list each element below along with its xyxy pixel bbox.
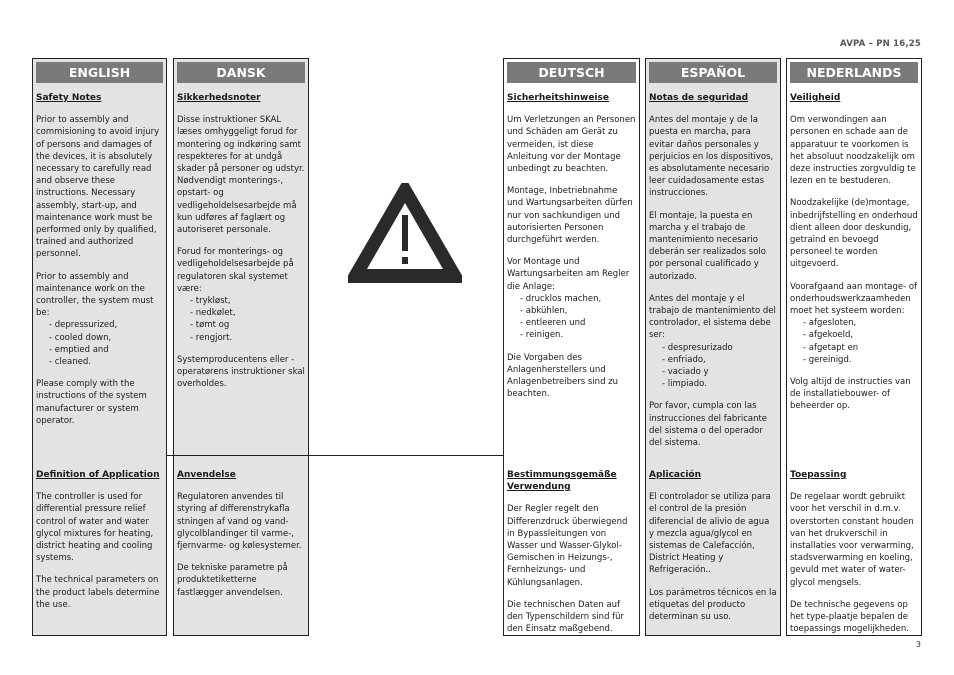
list-item: - afgekoeld, <box>803 329 918 341</box>
application-title: Bestimmungsgemäße Verwendung <box>507 470 617 493</box>
safety-section <box>790 92 918 423</box>
safety-title: Sicherheitshinweise <box>507 93 609 103</box>
application-section <box>649 469 777 633</box>
safety-paragraph: Prior to assembly and maintenance work on the controller, the system must be: <box>36 271 154 319</box>
application-paragraph: The controller is used for differential pressure relief control of water and water glycol mixtures for heating, district heating and cooling systems. <box>36 492 154 564</box>
safety-paragraph: Por favor, cumpla con las instrucciones del fabricante del sistema o del operador del sistema. <box>649 401 768 449</box>
list-item: - emptied and <box>49 344 163 356</box>
application-section <box>507 469 636 645</box>
list-item: - entleeren und <box>520 317 636 329</box>
safety-paragraph: El montaje, la puesta en marcha y el trabajo de mantenimiento necesario deberán ser realizados solo por personal cualificado y autorizado. <box>649 210 766 282</box>
safety-paragraph: Om verwondingen aan personen en schade aan de apparatuur te voorkomen is het absoluut noodzakelijk om deze instructies zorgvuldig te lezen en te bestuderen. <box>790 115 916 187</box>
safety-title: Veiligheid <box>790 93 841 103</box>
safety-paragraph: Prior to assembly and commisioning to avoid injury of persons and damages of the devices, it is absolutely necessary to carefully read and observe these instructions. Necessary assembly, start-up, and maintenance work must be performed only by qualified, trained and authorized personnel. <box>36 115 160 260</box>
list-item: - drucklos machen, <box>520 293 636 305</box>
list-item: - afgetapt en <box>803 342 918 354</box>
application-section <box>177 469 305 609</box>
language-header: NEDERLANDS <box>790 62 918 83</box>
safety-paragraph: Um Verletzungen an Personen und Schäden am Gerät zu vermeiden, ist diese Anleitung vor der Montage unbedingt zu beachten. <box>507 115 636 175</box>
column-deutsch <box>503 58 640 636</box>
list-item: - reinigen. <box>520 329 636 341</box>
column-english <box>32 58 167 636</box>
list-item: - depressurized, <box>49 319 163 331</box>
language-header: ESPAÑOL <box>649 62 777 83</box>
list-item: - nedkølet, <box>190 307 305 319</box>
safety-paragraph: Forud for monterings- og vedligeholdelsesarbejde på regulatoren skal systemet være: <box>177 247 294 294</box>
safety-paragraph: Die Vorgaben des Anlagenherstellers und Anlagenbetreibers sind zu beachten. <box>507 352 619 400</box>
application-paragraph: De regelaar wordt gebruikt voor het verschil in d.m.v. overstorten constant houden van het drukverschil in installaties voor verwarming, stadsverwarming en koeling, gevuld met water of water-glycol mengsels. <box>790 492 914 588</box>
safety-paragraph: Voorafgaand aan montage- of onderhoudswerkzaamheden moet het systeem worden: <box>790 281 918 317</box>
safety-paragraph: Disse instruktioner SKAL læses omhyggeligt forud for montering og indkøring samt respekteres for at undgå skader på personer og udstyr. Nødvendigt monterings-, opstart- og vedligeholdelsesarbejde må kun udføres af faglært og autoriseret personale. <box>177 115 305 236</box>
safety-title: Notas de seguridad <box>649 93 749 103</box>
application-paragraph: De technische gegevens op het type-plaatje bepalen de toepassings mogelijkheden. <box>790 599 909 635</box>
column-dansk <box>173 58 309 636</box>
column-nederlands <box>786 58 922 636</box>
list-item: - cleaned. <box>49 356 163 368</box>
application-paragraph: Der Regler regelt den Differenzdruck überwiegend in Bypassleitungen von Wasser und Wasser-Glykol-Gemischen in Heizungs-, Fernheizungs- und Kühlungsanlagen. <box>507 504 628 588</box>
list-item: - despresurizado <box>662 342 777 354</box>
application-title: Definition of Application <box>36 470 160 480</box>
column-espanol <box>645 58 781 636</box>
safety-paragraph: Antes del montaje y de la puesta en marcha, para evitar daños personales y perjuicios en los dispositivos, es absolutamente necesario leer cuidadosamente estas instrucciones. <box>649 115 774 199</box>
safety-paragraph: Noodzakelijke (de)montage, inbedrijfstelling en onderhoud dient alleen door deskundig, getraind en bevoegd personeel te worden uitgevoerd. <box>790 198 918 270</box>
list-item: - gereinigd. <box>803 354 918 366</box>
application-paragraph: Regulatoren anvendes til styring af differenstrykafla stningen af vand og vand-glycolblandinger til varme-, fjernvarme- og kølesystemer. <box>177 492 302 552</box>
safety-title: Sikkerhedsnoter <box>177 93 261 103</box>
safety-paragraph: Antes del montaje y el trabajo de mantenimiento del controlador, el sistema debe ser: <box>649 293 776 341</box>
application-title: Toepassing <box>790 470 847 480</box>
application-section <box>36 469 163 621</box>
safety-paragraph: Montage, Inbetriebnahme und Wartungsarbeiten dürfen nur von sachkundigen und autorisierten Personen durchgeführt werden. <box>507 186 633 246</box>
safety-list <box>790 317 918 366</box>
list-item: - limpiado. <box>662 378 777 390</box>
safety-paragraph: Please comply with the instructions of the system manufacturer or system operator. <box>36 379 147 426</box>
page-number: 3 <box>915 640 921 649</box>
list-item: - tømt og <box>190 319 305 331</box>
warning-icon <box>348 183 462 283</box>
safety-list <box>507 293 636 342</box>
section-divider <box>167 455 503 456</box>
safety-list <box>649 342 777 391</box>
list-item: - rengjort. <box>190 332 305 344</box>
safety-list <box>177 295 305 344</box>
application-paragraph: De tekniske parametre på produktetiketterne fastlægger anvendelsen. <box>177 563 288 598</box>
list-item: - trykløst, <box>190 295 305 307</box>
language-header: ENGLISH <box>36 62 163 83</box>
safety-title: Safety Notes <box>36 93 102 103</box>
application-title: Anvendelse <box>177 470 236 480</box>
application-section <box>790 469 918 645</box>
application-paragraph: Die technischen Daten auf den Typenschildern sind für den Einsatz maßgebend. <box>507 599 625 635</box>
application-title: Aplicación <box>649 470 701 480</box>
application-paragraph: El controlador se utiliza para el control de la presión diferencial de alivio de agua y mezcla agua/glycol en sistemas de Calefacción, District Heating y Refrigeración.. <box>649 492 771 576</box>
list-item: - cooled down, <box>49 332 163 344</box>
safety-section <box>177 92 305 400</box>
safety-paragraph: Systemproducentens eller -operatørens instruktioner skal overholdes. <box>177 354 305 390</box>
language-header: DANSK <box>177 62 305 83</box>
safety-section <box>507 92 636 410</box>
list-item: - vaciado y <box>662 366 777 378</box>
list-item: - enfriado, <box>662 354 777 366</box>
language-header: DEUTSCH <box>507 62 636 83</box>
safety-list <box>36 319 163 368</box>
safety-section <box>649 92 777 459</box>
safety-paragraph: Vor Montage und Wartungsarbeiten am Regler die Anlage: <box>507 257 630 292</box>
safety-paragraph: Volg altijd de instructies van de installatiebouwer- of beheerder op. <box>790 377 911 412</box>
list-item: - afgesloten, <box>803 317 918 329</box>
document-reference: AVPA – PN 16,25 <box>840 39 921 49</box>
list-item: - abkühlen, <box>520 305 636 317</box>
application-paragraph: The technical parameters on the product labels determine the use. <box>36 575 160 610</box>
application-paragraph: Los parámetros técnicos en la etiquetas del producto determinan su uso. <box>649 587 777 623</box>
safety-section <box>36 92 163 437</box>
